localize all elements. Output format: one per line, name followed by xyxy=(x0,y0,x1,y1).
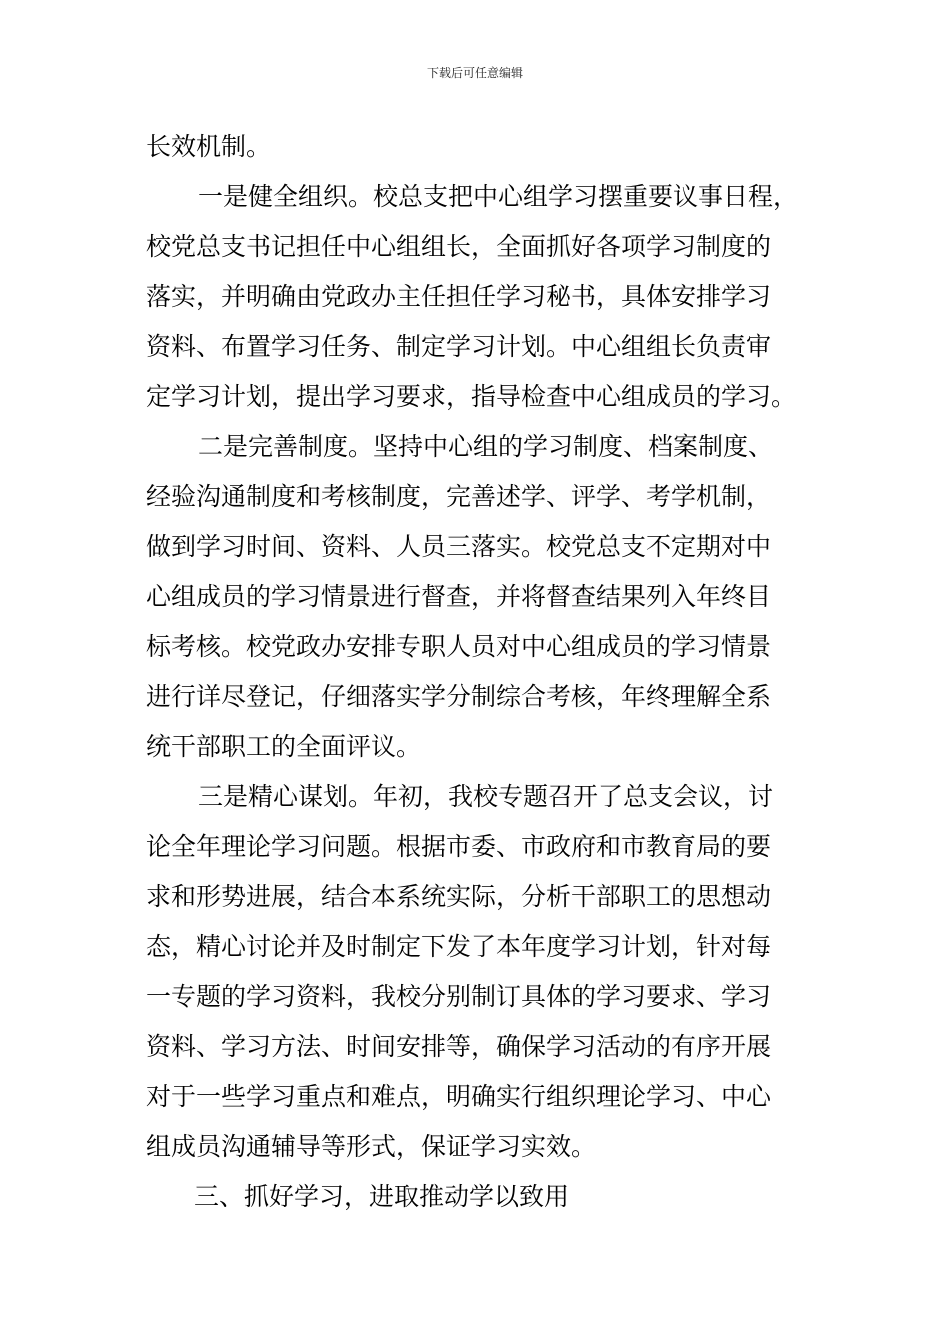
paragraph-first-line: 三是精心谋划。年初，我校专题召开了总支会议，讨 xyxy=(198,782,774,811)
text-line: 定学习计划，提出学习要求，指导检查中心组成员的学习。 xyxy=(146,382,797,411)
text-line: 做到学习时间、资料、人员三落实。校党总支不定期对中 xyxy=(146,532,772,561)
text-line: 统干部职工的全面评议。 xyxy=(146,732,422,761)
text-line: 进行详尽登记，仔细落实学分制综合考核，年终理解全系 xyxy=(146,682,772,711)
text-line: 态，精心讨论并及时制定下发了本年度学习计划，针对每 xyxy=(146,932,772,961)
text-line: 资料、学习方法、时间安排等，确保学习活动的有序开展 xyxy=(146,1032,772,1061)
text-line: 对于一些学习重点和难点，明确实行组织理论学习、中心 xyxy=(146,1082,772,1111)
text-line: 论全年理论学习问题。根据市委、市政府和市教育局的要 xyxy=(146,832,772,861)
text-line: 落实，并明确由党政办主任担任学习秘书，具体安排学习 xyxy=(146,282,772,311)
paragraph-first-line: 二是完善制度。坚持中心组的学习制度、档案制度、 xyxy=(198,432,774,461)
text-line: 标考核。校党政办安排专职人员对中心组成员的学习情景 xyxy=(146,632,772,661)
section-heading: 三、抓好学习，进取推动学以致用 xyxy=(194,1182,570,1211)
text-line: 组成员沟通辅导等形式，保证学习实效。 xyxy=(146,1132,597,1161)
text-line: 求和形势进展，结合本系统实际，分析干部职工的思想动 xyxy=(146,882,772,911)
text-line: 心组成员的学习情景进行督查，并将督查结果列入年终目 xyxy=(146,582,772,611)
page-header: 下载后可任意编辑 xyxy=(426,66,523,80)
text-line: 校党总支书记担任中心组组长，全面抓好各项学习制度的 xyxy=(146,232,772,261)
text-line: 经验沟通制度和考核制度，完善述学、评学、考学机制， xyxy=(146,482,772,511)
paragraph-first-line: 一是健全组织。校总支把中心组学习摆重要议事日程， xyxy=(198,182,799,211)
text-line: 长效机制。 xyxy=(146,132,272,161)
text-line: 一专题的学习资料，我校分别制订具体的学习要求、学习 xyxy=(146,982,772,1011)
text-line: 资料、布置学习任务、制定学习计划。中心组组长负责审 xyxy=(146,332,772,361)
